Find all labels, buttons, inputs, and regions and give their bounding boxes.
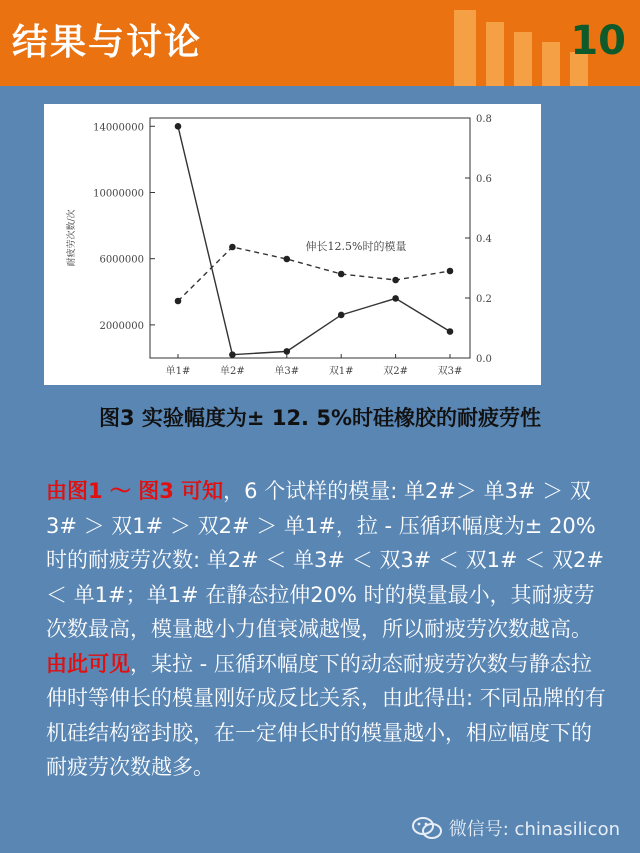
- x-tick-label: 单3#: [274, 366, 300, 377]
- fatigue-count-point: [447, 328, 454, 335]
- x-tick-label: 双1#: [328, 366, 354, 377]
- left-tick-label: 14000000: [93, 122, 144, 134]
- paragraph-2: [46, 647, 606, 785]
- modulus-point: [392, 277, 399, 284]
- fatigue-count-point: [284, 348, 291, 355]
- right-tick-label: 0.0: [476, 354, 492, 365]
- paragraph-text: ，某拉 - 压循环幅度下的动态耐疲劳次数与静态拉伸时等伸长的模量刚好成反比关系，由此得出: 不同品牌的有机硅结构密封胶，在一定伸长时的模量越小，相应幅度下的耐疲劳次数越多。: [46, 651, 606, 779]
- modulus-point: [284, 256, 291, 263]
- deco-bar: [454, 10, 476, 86]
- fatigue-count-point: [229, 351, 236, 358]
- left-tick-label: 10000000: [93, 188, 144, 200]
- x-tick-label: 单2#: [220, 366, 245, 377]
- fatigue-count-point: [338, 312, 345, 319]
- right-tick-label: 0.2: [476, 294, 492, 305]
- right-tick-label: 0.8: [476, 114, 492, 125]
- series-annotation: 伸长12.5%时的模量: [305, 240, 407, 253]
- left-tick-label: 2000000: [99, 320, 144, 332]
- wechat-icon: [411, 816, 443, 840]
- page-title: 结果与讨论: [12, 22, 203, 63]
- deco-bar: [486, 22, 504, 86]
- watermark: [411, 815, 620, 841]
- x-tick-label: 双2#: [383, 366, 408, 377]
- body-text: [46, 474, 606, 785]
- watermark-text: 微信号: chinasilicon: [448, 819, 620, 840]
- x-tick-label: 单1#: [165, 366, 191, 377]
- paragraph-1: [46, 474, 606, 647]
- paragraph-text: ，6 个试样的模量: 单2#＞ 单3# ＞ 双3# ＞ 双1# ＞ 双2# ＞ 单1#，拉 - 压循环幅度为± 20% 时的耐疲劳次数: 单2# ＜ 单3# ＜ 双3# ＜ 双1# ＜ 双2# ＜ 单1#；单1# 在静态拉伸20% 时的模量最小，其耐疲劳次数最高，模量越小力值衰减越慢，所以耐疲劳次数越高。: [46, 479, 604, 641]
- slide-number: 10: [570, 18, 626, 64]
- figure-caption: 图3 实验幅度为± 12. 5%时硅橡胶的耐疲劳性: [99, 406, 541, 430]
- modulus-point: [175, 298, 182, 305]
- right-tick-label: 0.4: [476, 234, 492, 245]
- chart-figure: [44, 104, 541, 385]
- highlight-text: 由此可见: [46, 651, 130, 676]
- right-tick-label: 0.6: [476, 174, 492, 185]
- header-bar: [0, 0, 640, 86]
- modulus-point: [229, 244, 236, 251]
- highlight-text: 由图1 ～ 图3 可知: [46, 479, 224, 503]
- fatigue-count-point: [392, 295, 399, 302]
- y-axis-label: 耐疲劳次数/次: [67, 209, 77, 267]
- modulus-line: [178, 247, 450, 301]
- x-tick-label: 双3#: [437, 366, 463, 377]
- deco-bar: [542, 42, 560, 86]
- plot-frame: [150, 118, 470, 358]
- fatigue-count-point: [175, 123, 182, 130]
- modulus-point: [338, 271, 345, 278]
- deco-bar: [514, 32, 532, 86]
- modulus-point: [447, 268, 454, 275]
- left-tick-label: 6000000: [99, 254, 144, 266]
- fatigue-chart: [44, 104, 541, 385]
